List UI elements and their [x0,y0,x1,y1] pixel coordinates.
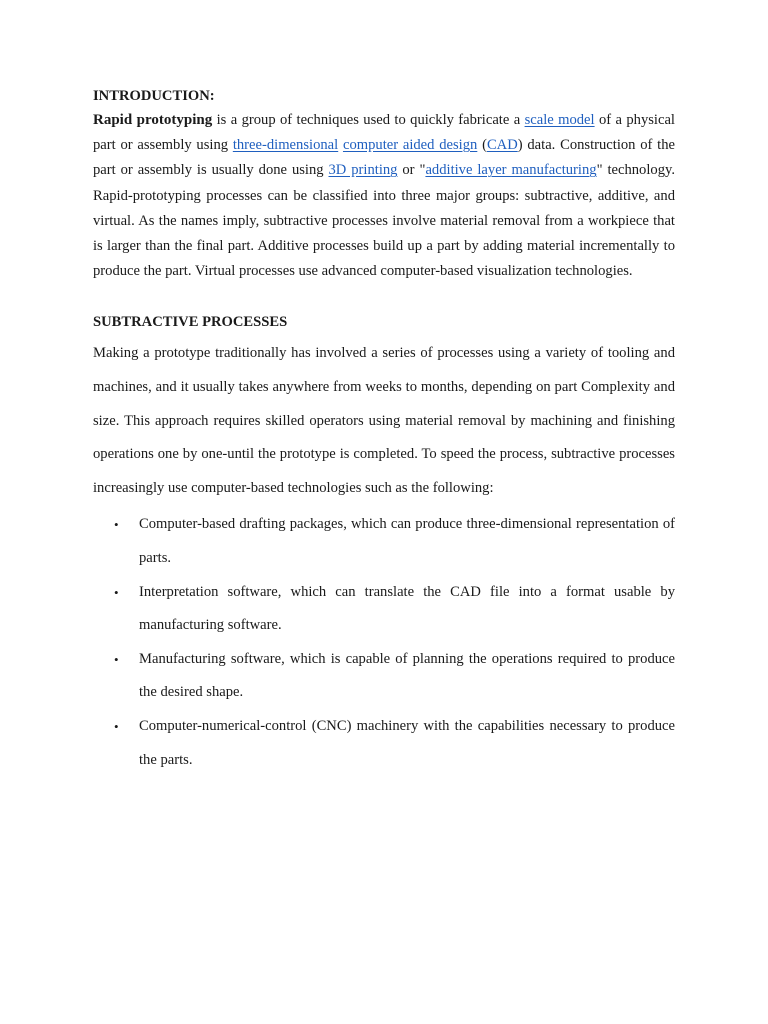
technology-bullet-list [93,508,675,777]
subtractive-processes-heading: SUBTRACTIVE PROCESSES [93,314,288,331]
computer-aided-design-link[interactable]: computer aided design [342,137,478,154]
additive-layer-manufacturing-link[interactable]: additive layer manufacturing [425,162,597,179]
intro-text-7: " technology. Rapid-prototyping processes can be classified into three major groups: subtractive, additive, and virtual. As the names imply, subtractive processes involve material removal from a workpiece that is larger than the final part. Additive processes build up a part by adding material incrementally to produce the part. Virtual processes use advanced computer-based visualization technologies. [93,162,675,280]
introduction-heading: INTRODUCTION: [93,88,215,104]
list-item-text: Interpretation software, which can translate the CAD file into a format usable by manufacturing software. [139,583,675,634]
list-item-text: Computer-numerical-control (CNC) machinery with the capabilities necessary to produce the parts. [139,717,675,768]
3d-printing-link[interactable]: 3D printing [328,162,398,179]
cad-link[interactable]: CAD [486,137,518,154]
intro-text-4: ( [477,137,487,154]
bullet-icon: • [114,584,119,600]
three-dimensional-link[interactable]: three-dimensional [232,137,339,154]
intro-text-5: ) data. Construction of the part or assembly is usually done using [93,137,675,179]
bullet-icon: • [114,517,119,533]
introduction-paragraph [93,108,675,284]
bullet-icon: • [114,718,119,734]
rapid-prototyping-term: Rapid prototyping [93,112,213,128]
intro-text-6: or " [397,162,426,179]
scale-model-link[interactable]: scale model [524,112,595,128]
intro-text-2: of a physical part or assembly using [93,112,675,154]
list-item [93,576,675,643]
list-item [93,643,675,710]
intro-text-1: is a group of techniques used to quickly fabricate a [212,112,525,128]
list-item-text: Manufacturing software, which is capable of planning the operations required to produce the desired shape. [139,650,675,701]
list-item [93,508,675,575]
document-page [93,84,675,777]
list-item [93,710,675,777]
list-item-text: Computer-based drafting packages, which can produce three-dimensional representation of parts. [139,516,675,566]
bullet-icon: • [114,651,119,667]
subtractive-processes-paragraph: Making a prototype traditionally has involved a series of processes using a variety of tooling and machines, and it usually takes anywhere from weeks to months, depending on part Complexity and size. This approach requires skilled operators using material removal by machining and finishing operations one by one-until the prototype is completed. To speed the process, subtractive processes increasingly use computer-based technologies such as the following: [93,345,675,496]
